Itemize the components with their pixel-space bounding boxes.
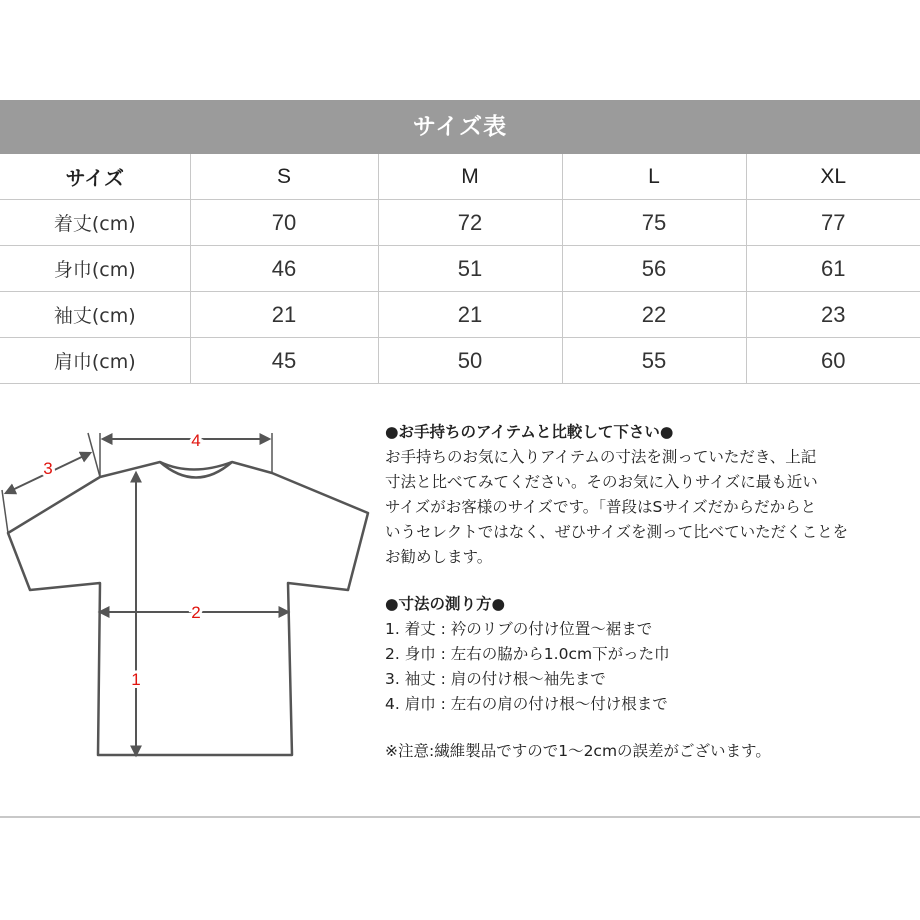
table-row xyxy=(0,246,920,292)
measure-heading: ●寸法の測り方● xyxy=(385,595,506,613)
table-cell: 70 xyxy=(190,200,378,246)
list-item: 3. 袖丈 : 肩の付け根～袖先まで xyxy=(385,670,606,688)
caution-note: ※注意:繊維製品ですので1～2cmの誤差がございます。 xyxy=(385,742,771,760)
compare-heading: ●お手持ちのアイテムと比較して下さい● xyxy=(385,423,674,441)
row-label: 袖丈(cm) xyxy=(0,292,190,338)
header-cell-l: L xyxy=(562,154,746,200)
guide-sleeve-end xyxy=(2,490,8,533)
table-cell: 45 xyxy=(190,338,378,384)
table-cell: 22 xyxy=(562,292,746,338)
table-row xyxy=(0,338,920,384)
divider xyxy=(0,816,920,818)
size-chart-title: サイズ表 xyxy=(0,100,920,154)
measure-marker-1: 1 xyxy=(131,670,141,689)
list-item: 4. 肩巾 : 左右の肩の付け根～付け根まで xyxy=(385,695,668,713)
compare-line: いうセレクトではなく、ぜひサイズを測って比べていただくことを xyxy=(385,523,849,541)
tshirt-outline xyxy=(8,462,368,755)
table-row xyxy=(0,200,920,246)
compare-line: サイズがお客様のサイズです。「普段はSサイズだからだからと xyxy=(385,498,817,516)
table-cell: 72 xyxy=(378,200,562,246)
table-cell: 21 xyxy=(378,292,562,338)
guide-sleeve xyxy=(88,433,100,477)
table-row xyxy=(0,292,920,338)
measure-marker-3: 3 xyxy=(43,459,53,478)
table-cell: 55 xyxy=(562,338,746,384)
table-cell: 21 xyxy=(190,292,378,338)
list-item: 1. 着丈 : 衿のリブの付け位置～裾まで xyxy=(385,620,653,638)
compare-line: 寸法と比べてみてください。そのお気に入りサイズに最も近い xyxy=(385,473,818,491)
tshirt-measurement-diagram xyxy=(0,415,380,795)
table-cell: 23 xyxy=(746,292,920,338)
row-label: 肩巾(cm) xyxy=(0,338,190,384)
compare-line: お手持ちのお気に入りアイテムの寸法を測っていただき、上記 xyxy=(385,448,817,466)
table-header-row xyxy=(0,154,920,200)
table-cell: 61 xyxy=(746,246,920,292)
table-cell: 50 xyxy=(378,338,562,384)
measure-list xyxy=(385,617,915,717)
size-table xyxy=(0,154,920,384)
compare-line: お勧めします。 xyxy=(385,548,493,566)
header-cell-size: サイズ xyxy=(0,154,190,200)
table-cell: 75 xyxy=(562,200,746,246)
table-cell: 56 xyxy=(562,246,746,292)
header-cell-s: S xyxy=(190,154,378,200)
header-cell-m: M xyxy=(378,154,562,200)
measure-marker-2: 2 xyxy=(191,603,201,622)
measure-marker-4: 4 xyxy=(191,431,201,450)
row-label: 着丈(cm) xyxy=(0,200,190,246)
table-cell: 46 xyxy=(190,246,378,292)
list-item: 2. 身巾 : 左右の脇から1.0cm下がった巾 xyxy=(385,645,670,663)
table-cell: 60 xyxy=(746,338,920,384)
table-cell: 51 xyxy=(378,246,562,292)
header-cell-xl: XL xyxy=(746,154,920,200)
notes-section xyxy=(385,420,915,764)
table-cell: 77 xyxy=(746,200,920,246)
row-label: 身巾(cm) xyxy=(0,246,190,292)
